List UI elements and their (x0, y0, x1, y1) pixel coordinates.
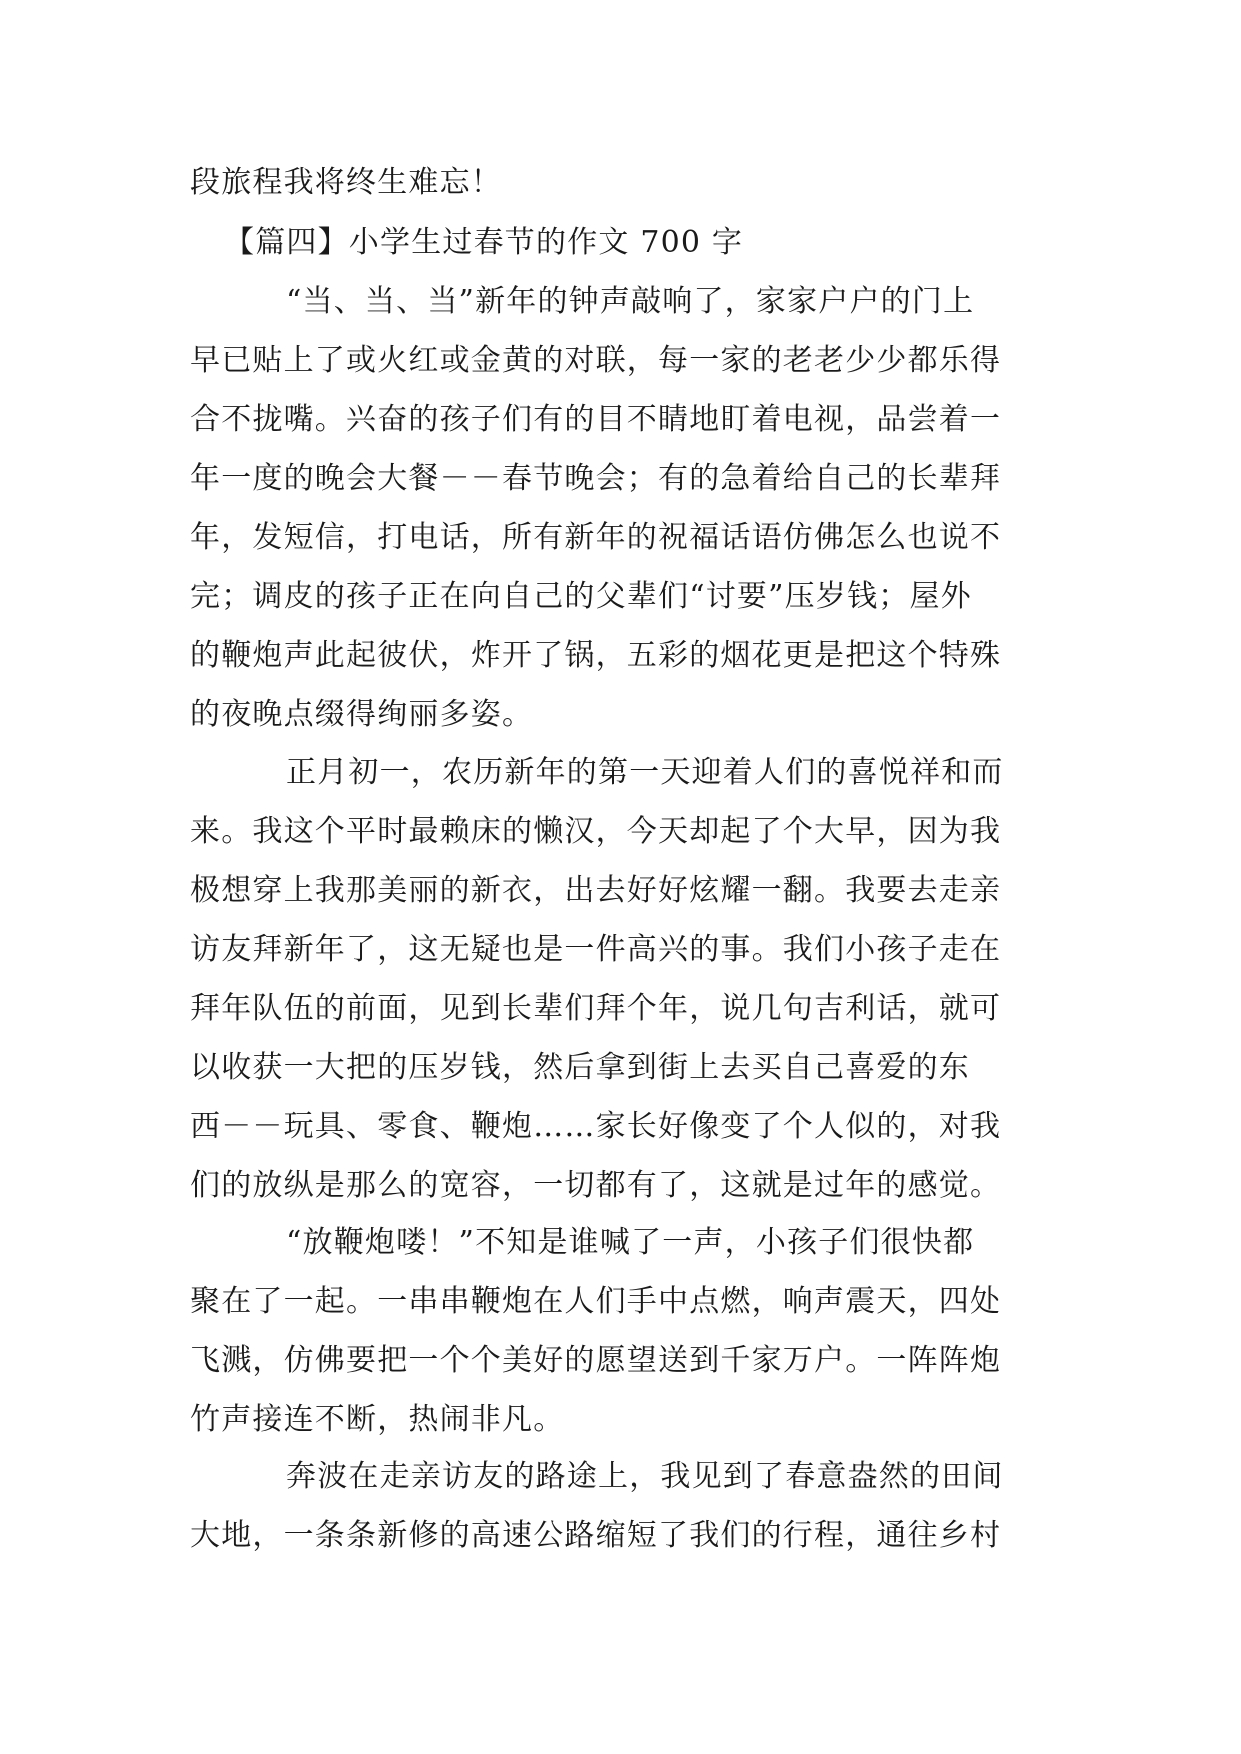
text-line: 年，发短信，打电话，所有新年的祝福话语仿佛怎么也说不 (190, 520, 1002, 555)
continuation-line (190, 153, 1052, 212)
text-line: “放鞭炮喽！”不知是谁喊了一声，小孩子们很快都 (286, 1225, 975, 1260)
text-line: 们的放纵是那么的宽容，一切都有了，这就是过年的感觉。 (190, 1168, 1002, 1203)
text-line: 的夜晚点缀得绚丽多姿。 (190, 697, 534, 732)
paragraph-2 (190, 743, 1052, 1215)
section-heading (190, 213, 1052, 272)
paragraph-3 (190, 1213, 1052, 1449)
text-line: 合不拢嘴。兴奋的孩子们有的目不睛地盯着电视，品尝着一 (190, 402, 1002, 437)
text-line: 飞溅，仿佛要把一个个美好的愿望送到千家万户。一阵阵炮 (190, 1343, 1002, 1378)
text-line: 访友拜新年了，这无疑也是一件高兴的事。我们小孩子走在 (190, 932, 1002, 967)
text-line: 拜年队伍的前面，见到长辈们拜个年，说几句吉利话，就可 (190, 991, 1002, 1026)
text-line: “当、当、当”新年的钟声敲响了，家家户户的门上 (286, 284, 975, 319)
text-line: 年一度的晚会大餐－－春节晚会；有的急着给自己的长辈拜 (190, 461, 1002, 496)
text-line: 的鞭炮声此起彼伏，炸开了锅，五彩的烟花更是把这个特殊 (190, 638, 1002, 673)
paragraph-4 (190, 1447, 1052, 1565)
text-line: 正月初一，农历新年的第一天迎着人们的喜悦祥和而 (286, 755, 1004, 790)
text-line: 聚在了一起。一串串鞭炮在人们手中点燃，响声震天，四处 (190, 1284, 1002, 1319)
text-line: 段旅程我将终生难忘！ (190, 165, 502, 200)
text-line: 西－－玩具、零食、鞭炮……家长好像变了个人似的，对我 (190, 1109, 1002, 1144)
text-line: 极想穿上我那美丽的新衣，出去好好炫耀一翻。我要去走亲 (190, 873, 1002, 908)
text-line: 以收获一大把的压岁钱，然后拿到街上去买自己喜爱的东 (190, 1050, 970, 1085)
text-line: 奔波在走亲访友的路途上，我见到了春意盎然的田间 (286, 1459, 1004, 1494)
text-line: 大地，一条条新修的高速公路缩短了我们的行程，通往乡村 (190, 1518, 1002, 1553)
heading-text: 【篇四】小学生过春节的作文 700 字 (224, 225, 744, 260)
text-line: 完；调皮的孩子正在向自己的父辈们“讨要”压岁钱；屋外 (190, 579, 972, 614)
text-line: 竹声接连不断，热闹非凡。 (190, 1402, 565, 1437)
text-line: 来。我这个平时最赖床的懒汉，今天却起了个大早，因为我 (190, 814, 1002, 849)
paragraph-1 (190, 272, 1052, 744)
text-line: 早已贴上了或火红或金黄的对联，每一家的老老少少都乐得 (190, 343, 1002, 378)
